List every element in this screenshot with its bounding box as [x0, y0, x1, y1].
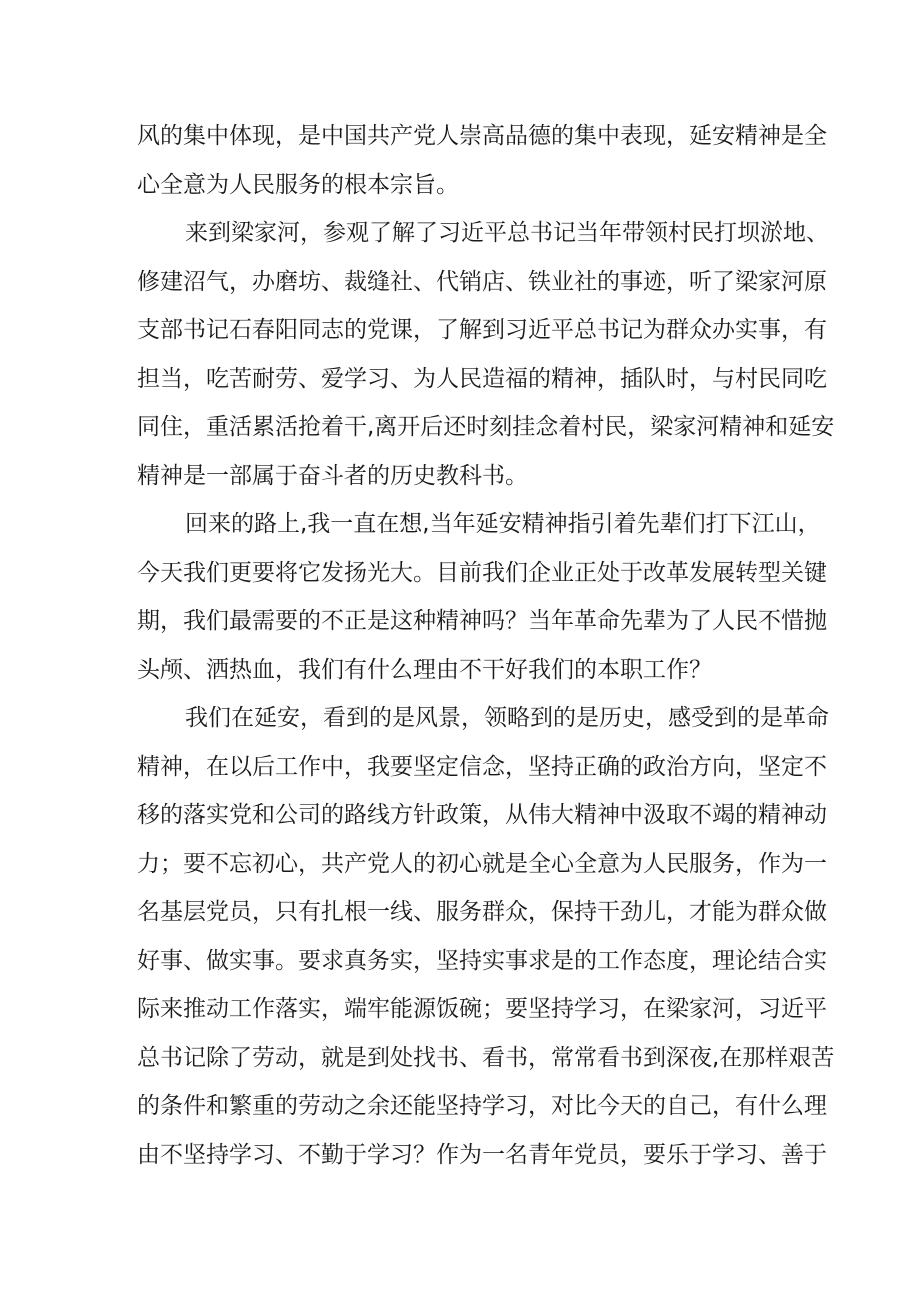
text-line: 来到梁家河，参观了解了习近平总书记当年带领村民打坝淤地、: [185, 220, 829, 246]
text-line: 同住，重活累活抢着干,离开后还时刻挂念着村民，梁家河精神和延安: [137, 414, 835, 440]
text-line: 回来的路上,我一直在想,当年延安精神指引着先辈们打下江山，: [185, 511, 821, 537]
paragraph-3: [137, 500, 827, 694]
text-line: 支部书记石春阳同志的党课，了解到习近平总书记为群众办实事，有: [137, 317, 827, 343]
text-line: 我们在延安，看到的是风景，领略到的是历史，感受到的是革命: [185, 705, 829, 731]
paragraph-1: [137, 112, 827, 209]
body-text: [137, 112, 835, 1179]
text-line: 担当，吃苦耐劳、爱学习、为人民造福的精神，插队时，与村民同吃: [137, 365, 827, 392]
text-line: 的条件和繁重的劳动之余还能坚持学习，对比今天的自己，有什么理: [137, 1093, 827, 1119]
text-line: 期，我们最需要的不正是这种精神吗？当年革命先辈为了人民不惜抛: [137, 608, 827, 634]
text-line: 头颅、洒热血，我们有什么理由不干好我们的本职工作？: [137, 656, 712, 683]
text-line: 心全意为人民服务的根本宗旨。: [137, 171, 459, 198]
text-line: 好事、做实事。要求真务实，坚持实事求是的工作态度，理论结合实: [137, 947, 827, 974]
text-line: 精神是一部属于奋斗者的历史教科书。: [137, 462, 528, 489]
text-line: 移的落实党和公司的路线方针政策，从伟大精神中汲取不竭的精神动: [137, 802, 827, 828]
text-line: 风的集中体现，是中国共产党人崇高品德的集中表现，延安精神是全: [137, 123, 827, 149]
text-line: 今天我们更要将它发扬光大。目前我们企业正处于改革发展转型关键: [137, 559, 827, 586]
text-line: 力；要不忘初心，共产党人的初心就是全心全意为人民服务，作为一: [137, 850, 827, 877]
text-line: 修建沼气，办磨坊、裁缝社、代销店、铁业社的事迹，听了梁家河原: [137, 268, 827, 295]
text-line: 际来推动工作落实，端牢能源饭碗；要坚持学习，在梁家河，习近平: [137, 996, 827, 1022]
text-line: 名基层党员，只有扎根一线、服务群众，保持干劲儿，才能为群众做: [137, 899, 827, 925]
paragraph-4: [137, 694, 835, 1179]
text-line: 精神，在以后工作中，我要坚定信念，坚持正确的政治方向，坚定不: [137, 753, 827, 780]
text-line: 总书记除了劳动，就是到处找书、看书，常常看书到深夜,在那样艰苦: [137, 1044, 835, 1071]
text-line: 由不坚持学习、不勤于学习？作为一名青年党员，要乐于学习、善于: [137, 1141, 827, 1168]
paragraph-2: [137, 209, 835, 500]
